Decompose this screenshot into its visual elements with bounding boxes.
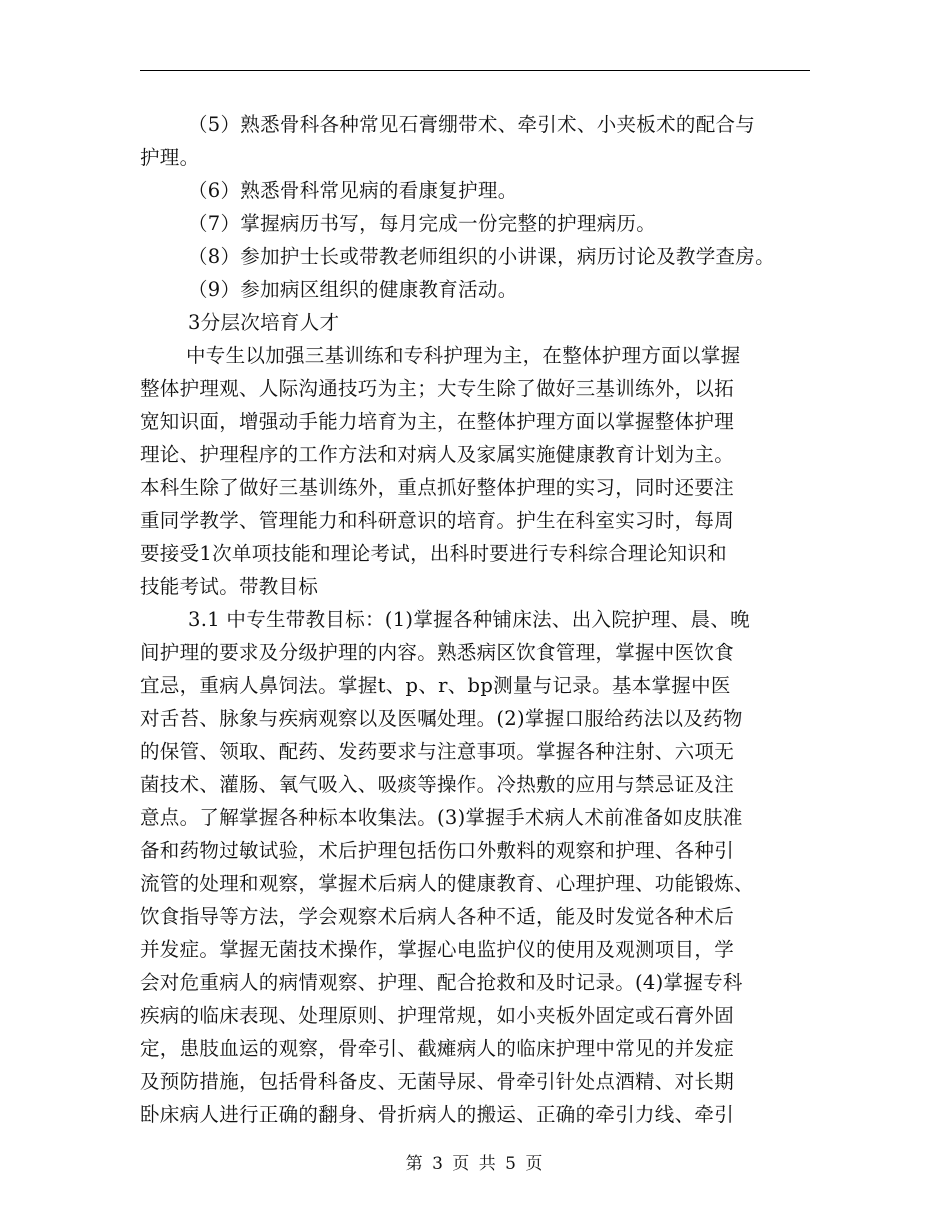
paragraph-line: 理论、护理程序的工作方法和对病人及家属实施健康教育计划为主。: [140, 443, 735, 466]
paragraph-line: 本科生除了做好三基训练外，重点抓好整体护理的实习，同时还要注: [140, 476, 735, 499]
list-item-7: （7）掌握病历书写，每月完成一份完整的护理病历。: [188, 212, 657, 235]
paragraph-line: 卧床病人进行正确的翻身、骨折病人的搬运、正确的牵引力线、牵引: [140, 1103, 735, 1126]
page-footer: 第 3 页 共 5 页: [405, 1154, 545, 1174]
header-rule: [140, 70, 810, 71]
subsection-line: 3.1 中专生带教目标：(1)掌握各种铺床法、出入院护理、晨、晚: [188, 608, 750, 631]
paragraph-line: 对舌苔、脉象与疾病观察以及医嘱处理。(2)掌握口服给药法以及药物: [140, 707, 743, 730]
paragraph-line: 宽知识面，增强动手能力培育为主，在整体护理方面以掌握整体护理: [140, 410, 735, 433]
paragraph-line: 技能考试。带教目标: [140, 575, 319, 598]
section-heading: 3分层次培育人才: [188, 311, 340, 334]
paragraph-line: 流管的处理和观察，掌握术后病人的健康教育、心理护理、功能锻炼、: [140, 872, 754, 895]
list-item-9: （9）参加病区组织的健康教育活动。: [188, 278, 518, 301]
list-item-6: （6）熟悉骨科常见病的看康复护理。: [188, 179, 518, 202]
paragraph-line: 中专生以加强三基训练和专科护理为主，在整体护理方面以掌握: [186, 344, 741, 367]
paragraph-line: 意点。了解掌握各种标本收集法。(3)掌握手术病人术前准备如皮肤准: [140, 806, 743, 829]
paragraph-line: 菌技术、灌肠、氧气吸入、吸痰等操作。冷热敷的应用与禁忌证及注: [140, 773, 735, 796]
list-item-5-continued: 护理。: [140, 146, 200, 169]
paragraph-line: 饮食指导等方法，学会观察术后病人各种不适，能及时发觉各种术后: [140, 905, 735, 928]
list-item-8: （8）参加护士长或带教老师组织的小讲课，病历讨论及教学查房。: [188, 245, 775, 268]
paragraph-line: 及预防措施，包括骨科备皮、无菌导尿、骨牵引针处点酒精、对长期: [140, 1070, 735, 1093]
paragraph-line: 间护理的要求及分级护理的内容。熟悉病区饮食管理，掌握中医饮食: [140, 641, 735, 664]
paragraph-line: 会对危重病人的病情观察、护理、配合抢救和及时记录。(4)掌握专科: [140, 971, 743, 994]
paragraph-line: 定，患肢血运的观察，骨牵引、截瘫病人的临床护理中常见的并发症: [140, 1037, 735, 1060]
list-item-5: （5）熟悉骨科各种常见石膏绷带术、牵引术、小夹板术的配合与: [188, 113, 756, 136]
paragraph-line: 重同学教学、管理能力和科研意识的培育。护生在科室实习时，每周: [140, 509, 735, 532]
paragraph-line: 并发症。掌握无菌技术操作，掌握心电监护仪的使用及观测项目，学: [140, 938, 735, 961]
paragraph-line: 备和药物过敏试验，术后护理包括伤口外敷料的观察和护理、各种引: [140, 839, 735, 862]
paragraph-line: 宜忌，重病人鼻饲法。掌握t、p、r、bp测量与记录。基本掌握中医: [140, 674, 731, 697]
paragraph-line: 要接受1次单项技能和理论考试，出科时要进行专科综合理论知识和: [140, 542, 727, 565]
paragraph-line: 整体护理观、人际沟通技巧为主；大专生除了做好三基训练外，以拓: [140, 377, 735, 400]
document-body: [140, 108, 830, 1131]
paragraph-line: 疾病的临床表现、处理原则、护理常规，如小夹板外固定或石膏外固: [140, 1004, 735, 1027]
paragraph-line: 的保管、领取、配药、发药要求与注意事项。掌握各种注射、六项无: [140, 740, 735, 763]
